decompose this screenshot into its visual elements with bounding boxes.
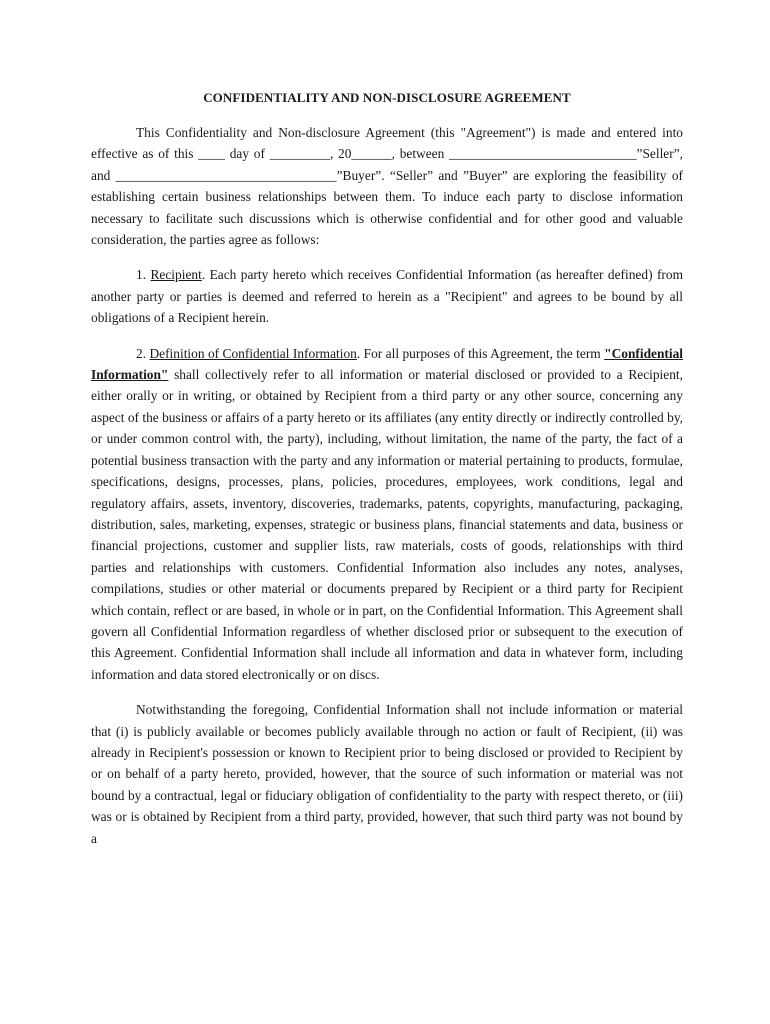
- document-title: CONFIDENTIALITY AND NON-DISCLOSURE AGREEMENT: [203, 90, 571, 105]
- document-page: [91, 90, 683, 849]
- notwithstanding-paragraph: Notwithstanding the foregoing, Confidential Information shall not include information or material that (i) is publicly available or becomes publicly available through no action or fault of Recipient, (ii) was already in Recipient's possession or known to Recipient prior to being disclosed or provided to Recipient by or on behalf of a party hereto, provided, however, that the source of such information or material was not bound by a contractual, legal or fiduciary obligation of confidentiality to the party with respect thereto, or (iii) was or is obtained by Recipient from a third party, provided, however, that such third party was not bound by a: [91, 702, 683, 846]
- section-1-number: 1.: [136, 267, 151, 283]
- section-2-text-b: shall collectively refer to all information or material disclosed or provided to a Recipient, either orally or in writing, or obtained by Recipient from a third party or any other source, concerning any aspect of the business or affairs of a party hereto or its affiliates (any entity directly or indirectly controlled by, or under common control with, the party), including, without limitation, the name of the party, the fact of a potential business transaction with the party and any information or material pertaining to products, formulae, specifications, designs, processes, plans, policies, procedures, employees, work conditions, legal and regulatory affairs, assets, inventory, discoveries, trademarks, patents, copyrights, manufacturing, packaging, distribution, sales, marketing, expenses, strategic or business plans, financial statements and data, business or financial projections, customer and supplier lists, raw materials, costs of goods, relationships with third parties and relationships with customers. Confidential Information also includes any notes, analyses, compilations, studies or other material or documents prepared by Recipient or a third party for Recipient which contain, reflect or are based, in whole or in part, on the Confidential Information. This Agreement shall govern all Confidential Information regardless of whether disclosed prior or subsequent to the execution of this Agreement. Confidential Information shall include all information and data in whatever form, including information and data stored electronically or on discs.: [91, 367, 683, 682]
- section-1-heading: Recipient: [150, 267, 202, 283]
- section-2-heading: Definition of Confidential Information: [149, 345, 357, 361]
- section-2-defined-term: "Confidential Information": [91, 345, 684, 383]
- section-1-text: . Each party hereto which receives Confidential Information (as hereafter defined) from another party or parties is deemed and referred to herein as a "Recipient" and agrees to be bound by all obligations of a Recipient herein.: [91, 267, 683, 326]
- intro-paragraph: This Confidentiality and Non-disclosure Agreement (this "Agreement") is made and entered into effective as of this ____ day of _________, 20______, between ____________________________”Seller”, and _________________________________”Buyer”. “Seller” and ”Buyer” are exploring the feasibility of establishing certain business relationships between them. To induce each party to disclose information necessary to facilitate such discussions which is otherwise confidential and for other good and valuable consideration, the parties agree as follows:: [91, 125, 683, 248]
- section-1-paragraph: [91, 264, 683, 328]
- section-2-paragraph: [91, 343, 683, 686]
- section-2-text-a: . For all purposes of this Agreement, the term: [356, 345, 605, 361]
- section-2-number: 2.: [136, 345, 150, 361]
